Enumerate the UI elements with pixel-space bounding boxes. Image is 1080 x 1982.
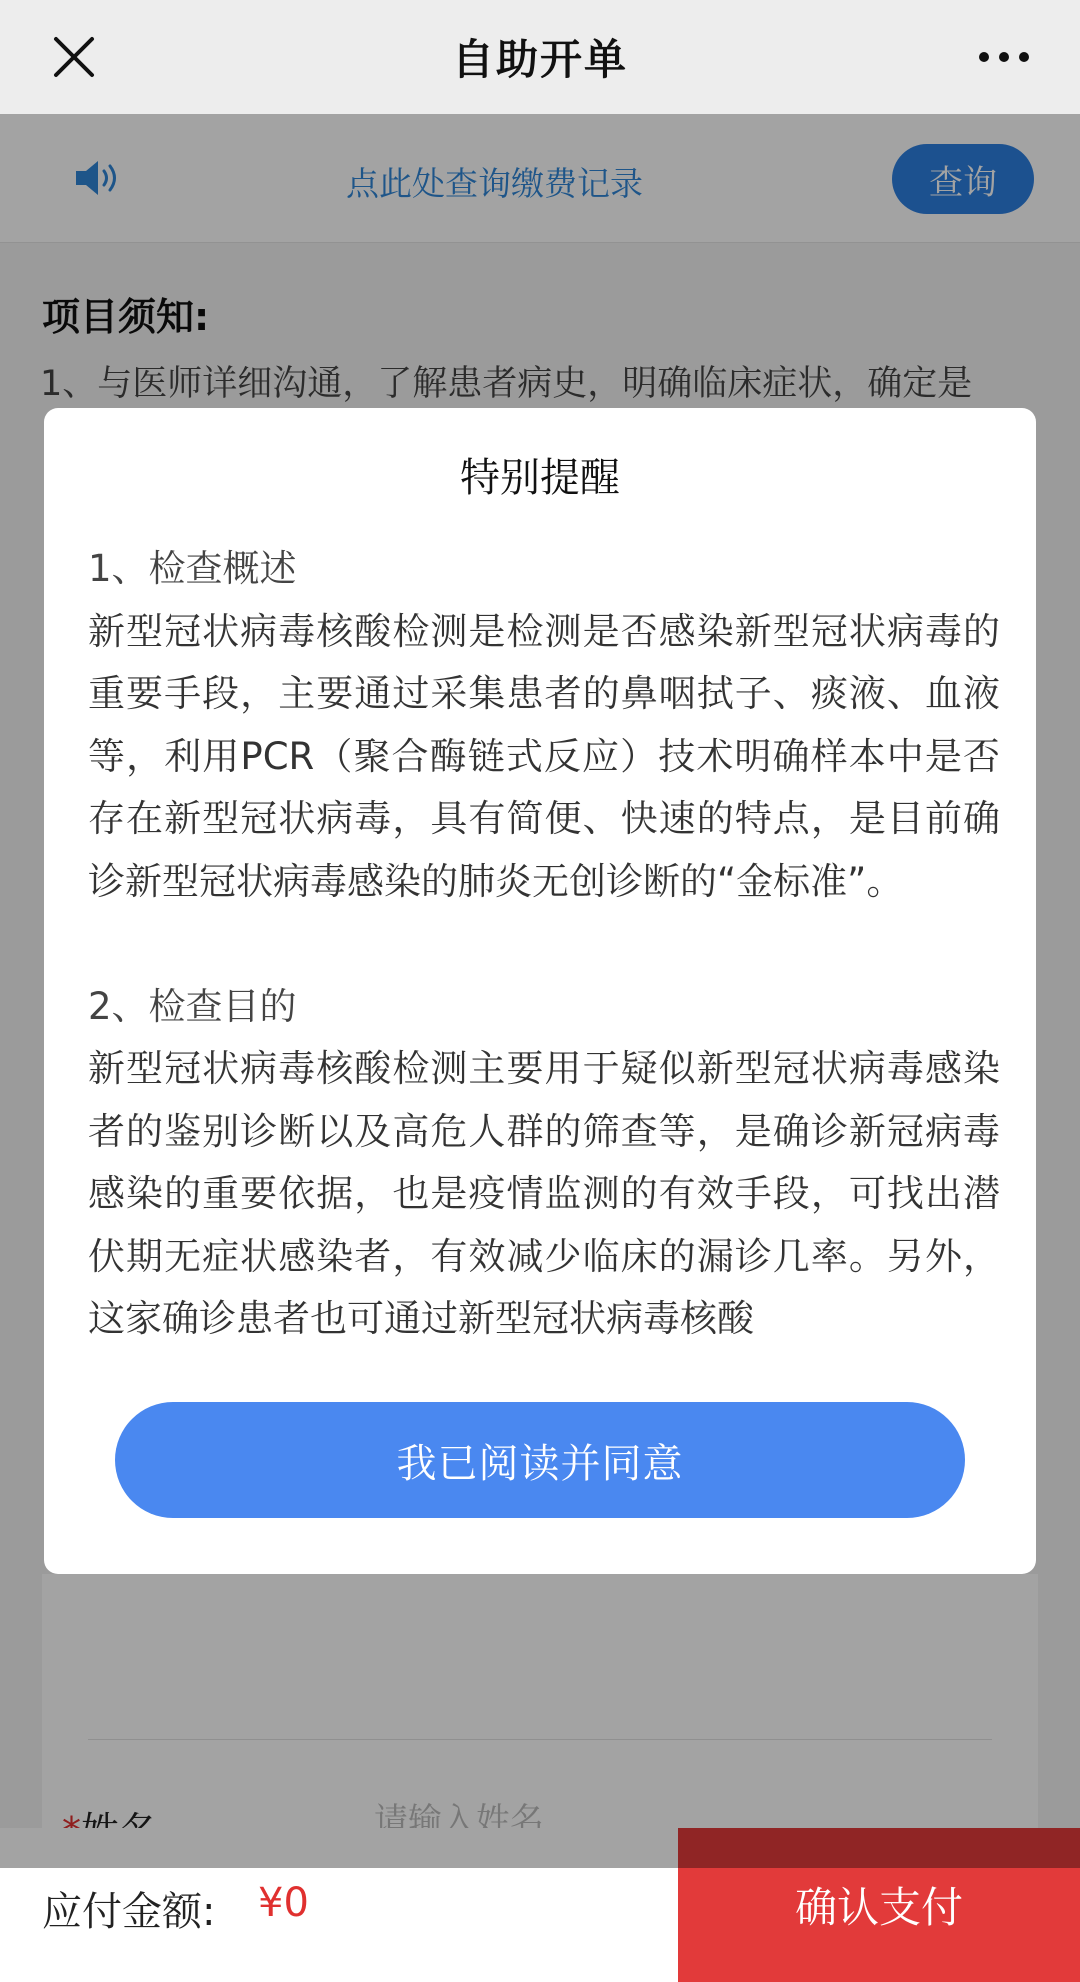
top-nav-bar bbox=[0, 0, 1080, 114]
close-icon bbox=[53, 36, 95, 78]
notice-text: 1、与医师详细沟通，了解患者病史，明确临床症状，确定是 bbox=[40, 364, 973, 404]
amount-value: ¥0 bbox=[258, 1880, 309, 1926]
section-heading: 1、检查概述 bbox=[88, 547, 297, 590]
modal-body[interactable] bbox=[88, 538, 1000, 1376]
section-gap bbox=[88, 913, 1000, 976]
more-icon bbox=[978, 51, 1030, 63]
payment-records-link[interactable]: 点此处查询缴费记录 bbox=[346, 164, 643, 203]
more-button[interactable] bbox=[964, 27, 1044, 87]
modal-title: 特别提醒 bbox=[460, 455, 620, 501]
agree-button[interactable]: 我已阅读并同意 bbox=[115, 1402, 965, 1518]
notice-title: 项目须知: bbox=[42, 295, 210, 339]
section-heading: 2、检查目的 bbox=[88, 984, 297, 1028]
query-button[interactable]: 查询 bbox=[892, 144, 1034, 214]
section-text: 新型冠状病毒核酸检测主要用于疑似新型冠状病毒感染者的鉴别诊断以及高危人群的筛查等，是确诊新冠病毒感染的重要依据，也是疫情监测的有效手段，可找出潜伏期无症状感染者，有效减少临床的漏诊几率。另外，这家确诊患者也可通过新型冠状病毒核酸 bbox=[88, 1047, 1000, 1340]
section-text: 新型冠状病毒核酸检测是检测是否感染新型冠状病毒的重要手段，主要通过采集患者的鼻咽拭子、痰液、血液等，利用PCR（聚合酶链式反应）技术明确样本中是否存在新型冠状病毒，具有简便、快速的特点，是目前确诊新型冠状病毒感染的肺炎无创诊断的“金标准”。 bbox=[88, 609, 1000, 903]
notice-modal bbox=[44, 408, 1036, 1574]
confirm-pay-button[interactable]: 确认支付 bbox=[678, 1828, 1080, 1982]
page-title: 自助开单 bbox=[451, 35, 628, 84]
close-button[interactable] bbox=[44, 27, 104, 87]
amount-label: 应付金额: bbox=[42, 1889, 216, 1935]
